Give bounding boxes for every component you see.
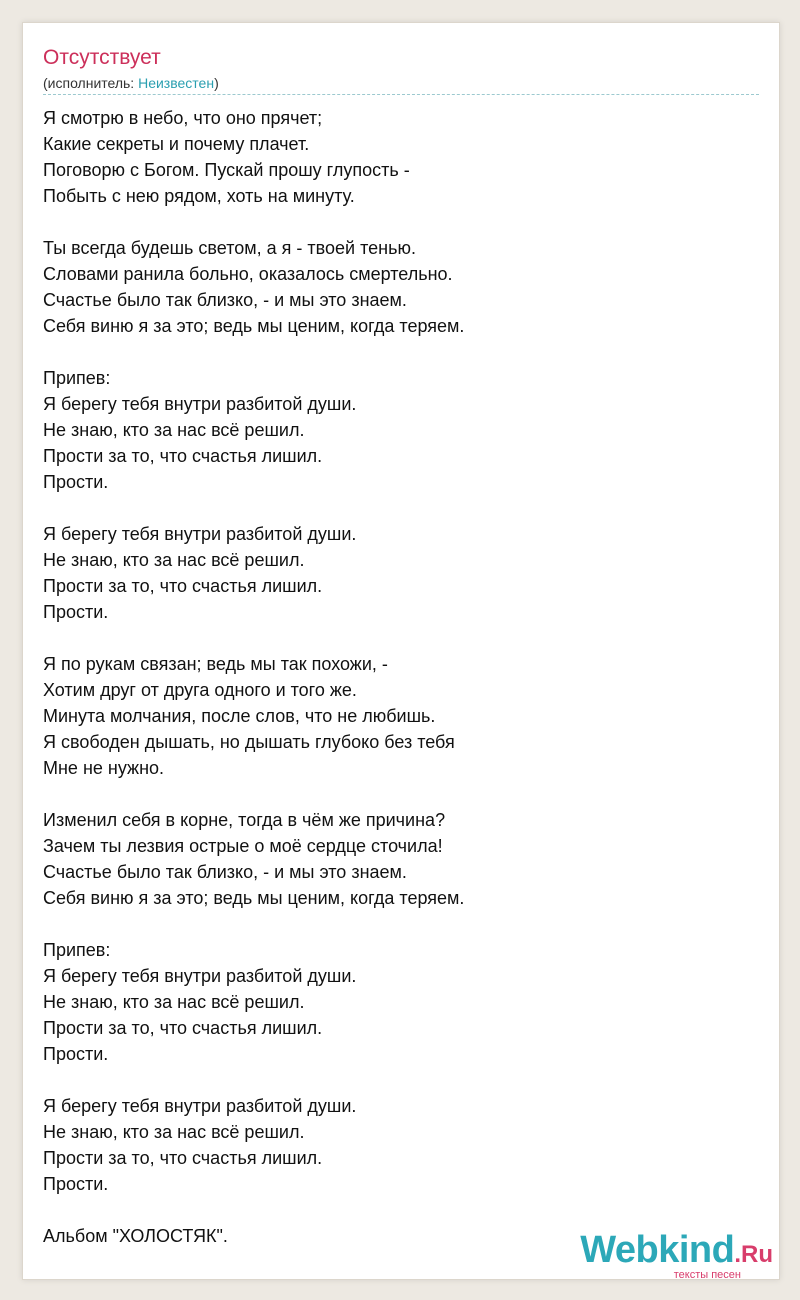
lyric-line: Словами ранила больно, оказалось смертельно. <box>43 264 453 284</box>
lyric-line: Хотим друг от друга одного и того же. <box>43 680 357 700</box>
stanza-gap <box>43 625 759 651</box>
title-divider <box>43 94 759 95</box>
lyric-line: Мне не нужно. <box>43 758 165 778</box>
artist-link[interactable]: Неизвестен <box>138 75 215 91</box>
lyric-line: Не знаю, кто за нас всё решил. <box>43 420 305 440</box>
lyric-line: Я берегу тебя внутри разбитой души. <box>43 524 357 544</box>
lyrics-card <box>22 22 780 1280</box>
lyric-line: Прости. <box>43 472 109 492</box>
lyric-line: Зачем ты лезвия острые о моё сердце сточила! <box>43 836 443 856</box>
stanza-gap <box>43 209 759 235</box>
lyric-line: Ты всегда будешь светом, а я - твоей тенью. <box>43 238 416 258</box>
lyric-line: Минута молчания, после слов, что не любишь. <box>43 706 436 726</box>
lyric-line: Припев: <box>43 368 111 388</box>
lyric-line: Припев: <box>43 940 111 960</box>
artist-suffix: ) <box>214 75 219 91</box>
lyric-line: Счастье было так близко, - и мы это знаем. <box>43 862 407 882</box>
lyrics-body <box>43 105 759 1197</box>
lyric-line: Не знаю, кто за нас всё решил. <box>43 1122 305 1142</box>
album-note: Альбом "ХОЛОСТЯК". <box>43 1226 228 1246</box>
lyric-line: Прости за то, что счастья лишил. <box>43 446 323 466</box>
lyric-line: Прости. <box>43 602 109 622</box>
lyric-line: Я смотрю в небо, что оно прячет; <box>43 108 323 128</box>
lyric-line: Побыть с нею рядом, хоть на минуту. <box>43 186 355 206</box>
lyric-line: Счастье было так близко, - и мы это знаем. <box>43 290 407 310</box>
lyric-line: Поговорю с Богом. Пускай прошу глупость - <box>43 160 410 180</box>
artist-line <box>43 74 219 92</box>
lyric-line: Я по рукам связан; ведь мы так похожи, - <box>43 654 388 674</box>
logo-tagline: тексты песен <box>673 1269 741 1281</box>
stanza-gap <box>43 781 759 807</box>
lyric-line: Какие секреты и почему плачет. <box>43 134 310 154</box>
lyric-line: Я берегу тебя внутри разбитой души. <box>43 1096 357 1116</box>
song-title: Отсутствует <box>43 46 161 69</box>
stanza-gap <box>43 339 759 365</box>
logo-wordmark: Webkind <box>580 1229 735 1271</box>
lyric-line: Я свободен дышать, но дышать глубоко без тебя <box>43 732 455 752</box>
lyric-line: Прости за то, что счастья лишил. <box>43 1018 323 1038</box>
lyric-line: Я берегу тебя внутри разбитой души. <box>43 966 357 986</box>
lyric-line: Прости за то, что счастья лишил. <box>43 576 323 596</box>
lyric-line: Не знаю, кто за нас всё решил. <box>43 992 305 1012</box>
stanza-gap <box>43 495 759 521</box>
lyric-line: Себя виню я за это; ведь мы ценим, когда теряем. <box>43 316 465 336</box>
lyric-line: Себя виню я за это; ведь мы ценим, когда теряем. <box>43 888 465 908</box>
lyric-line: Прости за то, что счастья лишил. <box>43 1148 323 1168</box>
site-logo[interactable] <box>580 1231 773 1280</box>
lyric-line: Я берегу тебя внутри разбитой души. <box>43 394 357 414</box>
lyric-line: Прости. <box>43 1174 109 1194</box>
logo-tld: .Ru <box>734 1241 773 1268</box>
artist-prefix: (исполнитель: <box>43 75 139 91</box>
lyric-line: Прости. <box>43 1044 109 1064</box>
lyric-line: Не знаю, кто за нас всё решил. <box>43 550 305 570</box>
stanza-gap <box>43 1067 759 1093</box>
lyric-line: Изменил себя в корне, тогда в чём же причина? <box>43 810 446 830</box>
stanza-gap <box>43 911 759 937</box>
